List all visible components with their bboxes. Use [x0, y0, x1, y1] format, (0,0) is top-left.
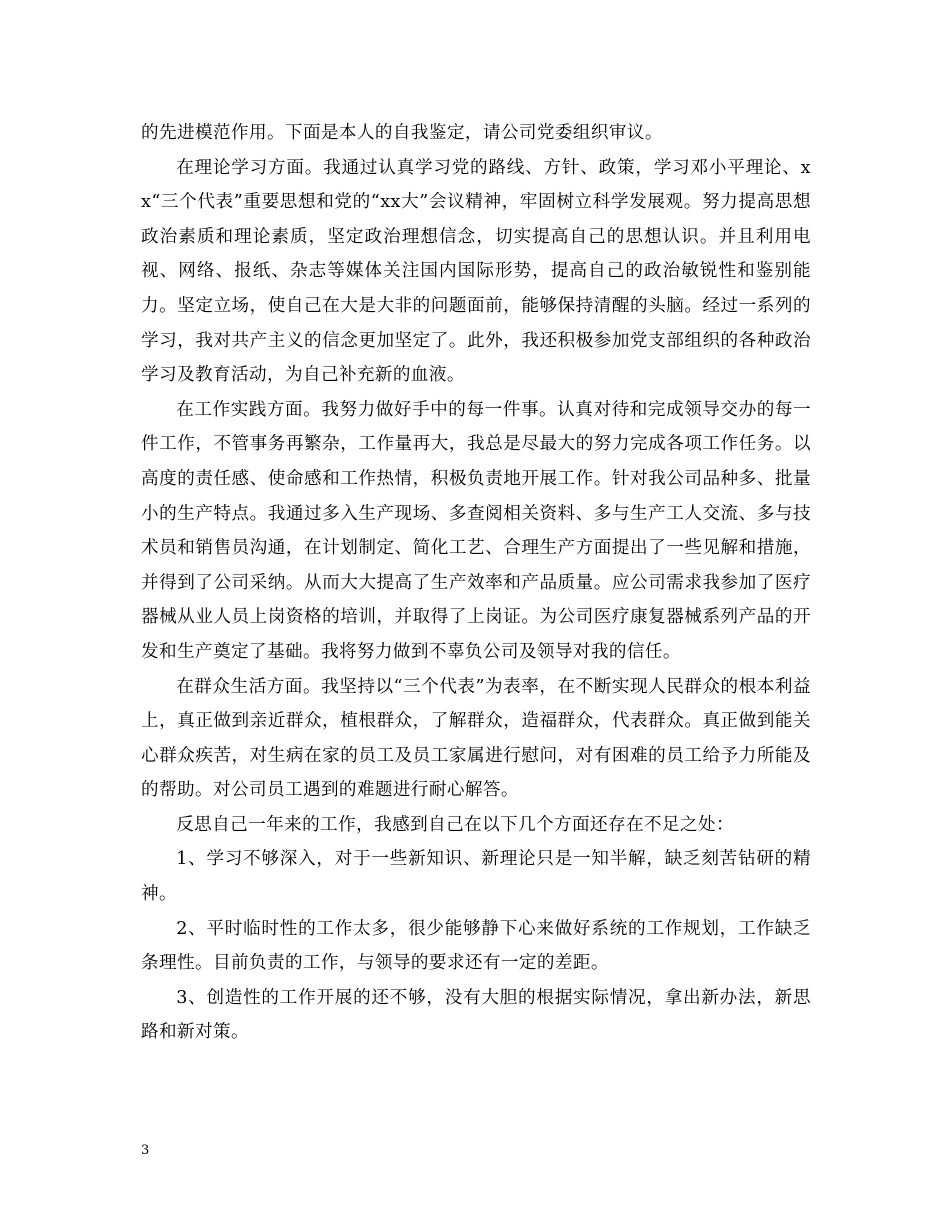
paragraph-work-practice: 在工作实践方面。我努力做好手中的每一件事。认真对待和完成领导交办的每一件工作，不管事务再繁杂，工作量再大，我总是尽最大的努力完成各项工作任务。以高度的责任感、使命感和工作热情，积极负责地开展工作。针对我公司品种多、批量小的生产特点。我通过多入生产现场、多查阅相关资料、多与生产工人交流、多与技术员和销售员沟通，在计划制定、简化工艺、合理生产方面提出了一些见解和措施，并得到了公司采纳。从而大大提高了生产效率和产品质量。应公司需求我参加了医疗器械从业人员上岗资格的培训，并取得了上岗证。为公司医疗康复器械系列产品的开发和生产奠定了基础。我将努力做到不辜负公司及领导对我的信任。 [141, 399, 811, 662]
list-item-shortcoming-1: 1、学习不够深入，对于一些新知识、新理论只是一知半解，缺乏刻苦钻研的精神。 [141, 849, 811, 905]
page-number: 3 [141, 1143, 150, 1158]
list-item-shortcoming-3: 3、创造性的工作开展的还不够，没有大胆的根据实际情况，拿出新办法，新思路和新对策。 [141, 987, 811, 1043]
paragraph-mass-life: 在群众生活方面。我坚持以“三个代表”为表率，在不断实现人民群众的根本利益上，真正做到亲近群众，植根群众，了解群众，造福群众，代表群众。真正做到能关心群众疾苦，对生病在家的员工及员工家属进行慰问，对有困难的员工给予力所能及的帮助。对公司员工遇到的难题进行耐心解答。 [141, 676, 811, 801]
document-body [141, 116, 811, 1050]
paragraph-reflection: 反思自己一年来的工作，我感到自己在以下几个方面还存在不足之处： [176, 814, 734, 835]
paragraph-theory-study: 在理论学习方面。我通过认真学习党的路线、方针、政策，学习邓小平理论、xx“三个代表”重要思想和党的“xx大”会议精神，牢固树立科学发展观。努力提高思想政治素质和理论素质，坚定政治理想信念，切实提高自己的思想认识。并且利用电视、网络、报纸、杂志等媒体关注国内国际形势，提高自己的政治敏锐性和鉴别能力。坚定立场，使自己在大是大非的问题面前，能够保持清醒的头脑。经过一系列的学习，我对共产主义的信念更加坚定了。此外，我还积极参加党支部组织的各种政治学习及教育活动，为自己补充新的血液。 [141, 157, 811, 386]
list-item-shortcoming-2: 2、平时临时性的工作太多，很少能够静下心来做好系统的工作规划，工作缺乏条理性。目前负责的工作，与领导的要求还有一定的差距。 [141, 918, 811, 974]
paragraph-continuation: 的先进模范作用。下面是本人的自我鉴定，请公司党委组织审议。 [141, 123, 663, 143]
